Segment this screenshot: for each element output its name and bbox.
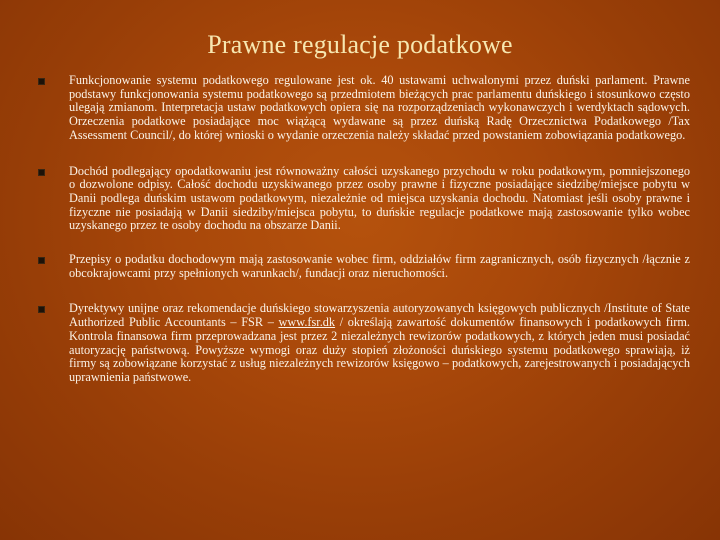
- bullet-list: [38, 74, 690, 385]
- square-bullet-icon: [38, 169, 45, 176]
- square-bullet-icon: [38, 306, 45, 313]
- bullet-text-after-link: / określają zawartość dokumentów finansowych i podatkowych firm. Kontrola finansowa firm przeprowadzana jest przez 2 niezależnych rewizorów podatkowych, z których jeden musi posiadać autoryzację państwową. Powyższe wymogi oraz duży stopień złożoności duńskiego systemu podatkowego sprawiają, iż firmy są zobowiązane korzystać z usług niezależnych rewizorów księgowo – podatkowych, zarejestrowanych i posiadających uprawnienia państwowe.: [69, 315, 691, 384]
- bullet-text: Przepisy o podatku dochodowym mają zastosowanie wobec firm, oddziałów firm zagranicznych, osób fizycznych /łącznie z obcokrajowcami przy spełnionych warunkach/, fundacji oraz nieruchomości.: [69, 252, 690, 280]
- bullet-text: Funkcjonowanie systemu podatkowego regulowane jest ok. 40 ustawami uchwalonymi przez duński parlament. Prawne podstawy funkcjonowania systemu podatkowego są przedmiotem bieżących prac parlamentu duńskiego i stosunkowo często ulegają zmianom. Interpretacja ustaw podatkowych opiera się na rozporządzeniach wykonawczych i werdyktach sądowych. Orzeczenia podatkowe posiadające moc wiążącą wydawane są przez duńską Radę Orzecznictwa Podatkowego /Tax Assessment Council/, do której wnioski o wydanie orzeczenia należy składać przed powstaniem zobowiązania podatkowego.: [69, 73, 690, 142]
- fsr-website-link[interactable]: www.fsr.dk: [278, 315, 336, 330]
- bullet-text-before-link: Dyrektywy unijne oraz rekomendacje duńskiego stowarzyszenia autoryzowanych księgowych publicznych /Institute of State Authorized Public Accountants – FSR –: [69, 301, 690, 330]
- bullet-text: Dochód podlegający opodatkowaniu jest równoważny całości uzyskanego przychodu w roku podatkowym, pomniejszonego o dozwolone odpisy. Całość dochodu uzyskiwanego przez osoby prawne i fizyczne posiadające siedzibę/miejsce pobytu w Danii podlega duńskim ustawom podatkowym, niezależnie od miejsca uzyskania dochodu. Natomiast jeśli osoby prawne i fizyczne nie posiadają w Danii siedziby/miejsca pobytu, to duńskie regulacje podatkowe mają zastosowanie tylko wobec uzyskanego przez te osoby dochodu na obszarze Danii.: [69, 163, 690, 233]
- slide-title: Prawne regulacje podatkowe: [207, 30, 513, 59]
- bullet-item-legal-basis: [38, 74, 690, 143]
- bullet-item-taxable-income: [38, 165, 690, 234]
- bullet-item-income-tax-scope: [38, 253, 690, 280]
- square-bullet-icon: [38, 78, 45, 85]
- square-bullet-icon: [38, 257, 45, 264]
- bullet-item-eu-directives: [38, 302, 690, 384]
